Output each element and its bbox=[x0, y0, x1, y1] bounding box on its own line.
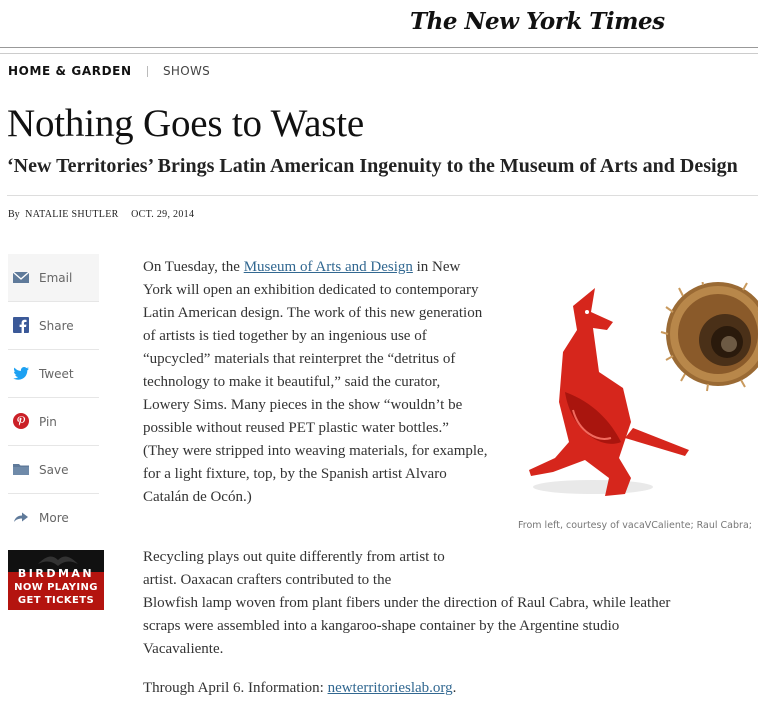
save-button[interactable] bbox=[8, 446, 99, 494]
museum-link[interactable]: Museum of Arts and Design bbox=[243, 259, 413, 275]
share-facebook-button[interactable] bbox=[8, 302, 99, 350]
ad-title: BIRDMAN bbox=[17, 567, 95, 580]
masthead bbox=[0, 0, 758, 48]
nyt-logo[interactable]: The New York Times bbox=[410, 8, 665, 35]
article-headline: Nothing Goes to Waste bbox=[7, 102, 364, 145]
ad-get-tickets[interactable]: GET TICKETS bbox=[17, 595, 95, 606]
pinterest-icon bbox=[13, 413, 29, 429]
article-photo bbox=[513, 282, 758, 514]
headline-divider bbox=[7, 195, 758, 196]
ad-now-playing: NOW PLAYING bbox=[14, 582, 98, 593]
publish-date: OCT. 29, 2014 bbox=[131, 209, 195, 220]
save-folder-icon bbox=[13, 461, 29, 477]
byline bbox=[8, 209, 194, 220]
photo-caption: From left, courtesy of vacaVCaliente; Raul Cabra; bbox=[518, 520, 752, 531]
share-email-button[interactable] bbox=[8, 254, 99, 302]
paragraph-1 bbox=[143, 256, 488, 509]
section-link-home-garden[interactable]: HOME & GARDEN bbox=[8, 64, 132, 78]
p2-text-narrow: Recycling plays out quite differently from artist to artist. Oaxacan crafters contributed to the bbox=[143, 549, 445, 588]
share-pinterest-label: Pin bbox=[39, 415, 57, 429]
section-rule bbox=[0, 53, 758, 54]
paragraph-3 bbox=[143, 677, 693, 700]
section-divider bbox=[147, 66, 148, 77]
p1-text-start: On Tuesday, the bbox=[143, 259, 244, 275]
info-link[interactable]: newterritorieslab.org bbox=[327, 680, 453, 696]
share-email-label: Email bbox=[39, 271, 73, 285]
share-tools bbox=[8, 254, 99, 541]
author-name[interactable]: NATALIE SHUTLER bbox=[25, 209, 119, 220]
p3-text-end: . bbox=[452, 680, 457, 696]
p1-text-end: in New York will open an exhibition dedicated to contemporary Latin American design. The work of this new generation of artists is tied together by an ingenious use of “upcycled” materials that reinterpret the “detritus of technology to make it beautiful,” said the curator, Lowery Sims. Many pieces in the show “wouldn’t be possible without reused PET plastic water bottles.” (They were stripped into weaving materials, for example, for a light fixture, top, by the Spanish artist Alvaro Catalán de Ocón.) bbox=[143, 259, 488, 505]
section-link-shows[interactable]: SHOWS bbox=[163, 64, 211, 78]
share-twitter-button[interactable] bbox=[8, 350, 99, 398]
share-facebook-label: Share bbox=[39, 319, 74, 333]
more-share-arrow-icon bbox=[13, 509, 29, 525]
kangaroo-container bbox=[529, 288, 689, 496]
twitter-icon bbox=[13, 365, 29, 381]
more-share-label: More bbox=[39, 511, 69, 525]
article-subheadline: ‘New Territories’ Brings Latin American Ingenuity to the Museum of Arts and Design bbox=[7, 155, 738, 177]
more-share-button[interactable] bbox=[8, 494, 99, 541]
share-twitter-label: Tweet bbox=[39, 367, 74, 381]
byline-prefix: By bbox=[8, 209, 20, 220]
blowfish-lamp bbox=[661, 282, 758, 391]
birdman-ad[interactable] bbox=[8, 550, 104, 610]
facebook-icon bbox=[13, 317, 29, 333]
paragraph-2 bbox=[143, 546, 693, 661]
save-label: Save bbox=[39, 463, 69, 477]
share-pinterest-button[interactable] bbox=[8, 398, 99, 446]
p2-text-wide: Blowfish lamp woven from plant fibers under the direction of Raul Cabra, while leather scraps were assembled into a kangaroo-shape container by the Argentine studio Vacavaliente. bbox=[143, 595, 671, 657]
email-icon bbox=[13, 269, 29, 285]
p3-text-start: Through April 6. Information: bbox=[143, 680, 328, 696]
masthead-rule bbox=[0, 47, 758, 48]
